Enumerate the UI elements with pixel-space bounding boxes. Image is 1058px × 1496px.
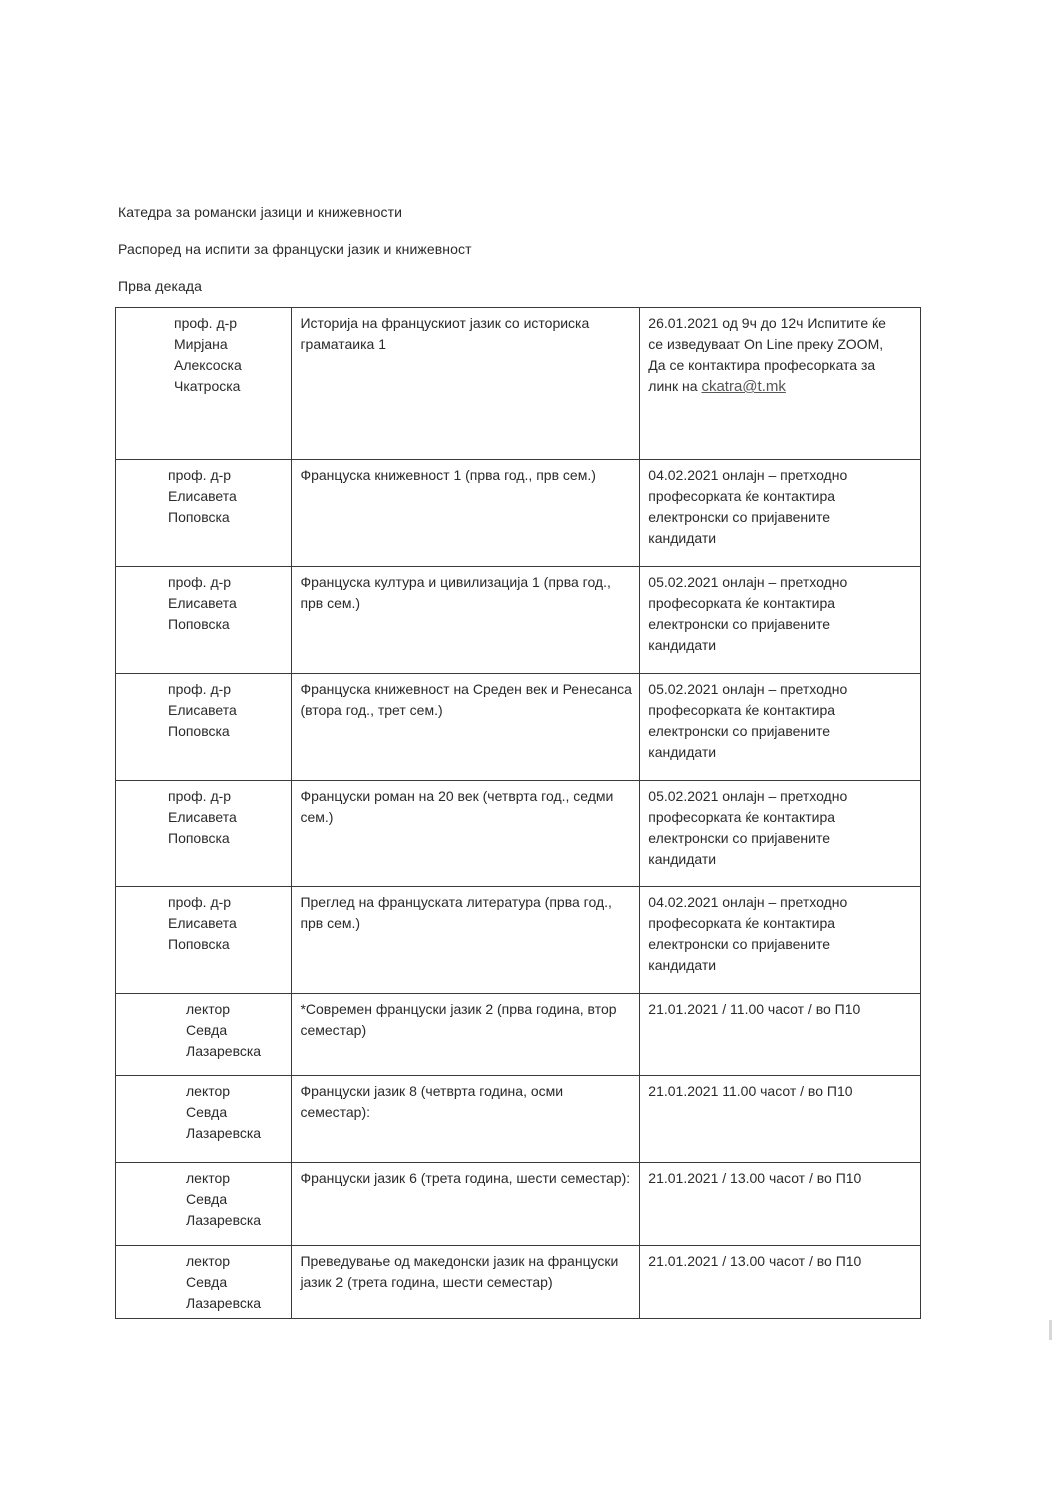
date-cell: 05.02.2021 онлајн – претходно професорката ќе контактира електронски со пријавените кандидати [640,781,921,887]
teacher-name: лектор Севда Лазаревска [186,1170,262,1228]
date-cell: 04.02.2021 онлајн – претходно професорката ќе контактира електронски со пријавените кандидати [640,460,921,567]
course-cell: Преглед на француската литература (прва год., прв сем.) [292,887,640,994]
course-cell: Преведување од македонски јазик на француски јазик 2 (трета година, шести семестар) [292,1246,640,1319]
teacher-name: проф. д-р Елисавета Поповска [168,681,237,739]
date-cell: 21.01.2021 11.00 часот / во П10 [640,1076,921,1163]
date-cell: 26.01.2021 од 9ч до 12ч Испитите ќе се изведуваат On Line преку ZOOM, Да се контактира професорката за линк на ckatra@t.mk [640,308,921,460]
course-cell: Француска книжевност 1 (прва год., прв сем.) [292,460,640,567]
table-row [116,994,921,1076]
teacher-cell [116,887,292,994]
exam-schedule-table [115,307,921,1319]
course-cell: Француски роман на 20 век (четврта год., седми сем.) [292,781,640,887]
email-link[interactable]: ckatra@t.mk [701,378,786,395]
teacher-cell [116,674,292,781]
table-row [116,887,921,994]
scan-mark [1049,1320,1052,1340]
table-row [116,781,921,887]
table-row [116,1076,921,1163]
department-heading: Катедра за романски јазици и книжевности [118,204,403,220]
teacher-name: лектор Севда Лазаревска [186,1253,262,1311]
date-cell: 05.02.2021 онлајн – претходно професорката ќе контактира електронски со пријавените кандидати [640,674,921,781]
exam-schedule-body [116,308,921,1319]
teacher-cell [116,781,292,887]
teacher-name: лектор Севда Лазаревска [186,1083,262,1141]
teacher-name: проф. д-р Елисавета Поповска [168,574,237,632]
schedule-title: Распоред на испити за француски јазик и книжевност [118,241,472,257]
date-cell: 21.01.2021 / 11.00 часот / во П10 [640,994,921,1076]
teacher-cell [116,567,292,674]
course-cell: Француска култура и цивилизација 1 (прва год., прв сем.) [292,567,640,674]
teacher-cell [116,308,292,460]
table-row [116,308,921,460]
teacher-cell [116,460,292,567]
table-row [116,1163,921,1246]
teacher-cell [116,1246,292,1319]
course-cell: *Современ француски јазик 2 (прва година, втор семестар) [292,994,640,1076]
date-cell: 21.01.2021 / 13.00 часот / во П10 [640,1246,921,1319]
course-cell: Француски јазик 8 (четврта година, осми семестар): [292,1076,640,1163]
table-row [116,460,921,567]
course-cell: Француска книжевност на Среден век и Ренесанса (втора год., трет сем.) [292,674,640,781]
date-cell: 05.02.2021 онлајн – претходно професорката ќе контактира електронски со пријавените кандидати [640,567,921,674]
teacher-name: проф. д-р Мирјана Алексоска Чкатроска [174,315,242,394]
table-row [116,567,921,674]
course-cell: Француски јазик 6 (трета година, шести семестар): [292,1163,640,1246]
teacher-name: проф. д-р Елисавета Поповска [168,894,237,952]
table-row [116,1246,921,1319]
teacher-cell [116,994,292,1076]
teacher-name: проф. д-р Елисавета Поповска [168,467,237,525]
teacher-cell [116,1076,292,1163]
teacher-name: лектор Севда Лазаревска [186,1001,262,1059]
date-cell: 21.01.2021 / 13.00 часот / во П10 [640,1163,921,1246]
table-row [116,674,921,781]
teacher-name: проф. д-р Елисавета Поповска [168,788,237,846]
date-cell: 04.02.2021 онлајн – претходно професорката ќе контактира електронски со пријавените кандидати [640,887,921,994]
course-cell: Историја на францускиот јазик со историска граматаика 1 [292,308,640,460]
period-label: Прва декада [118,278,203,294]
teacher-cell [116,1163,292,1246]
